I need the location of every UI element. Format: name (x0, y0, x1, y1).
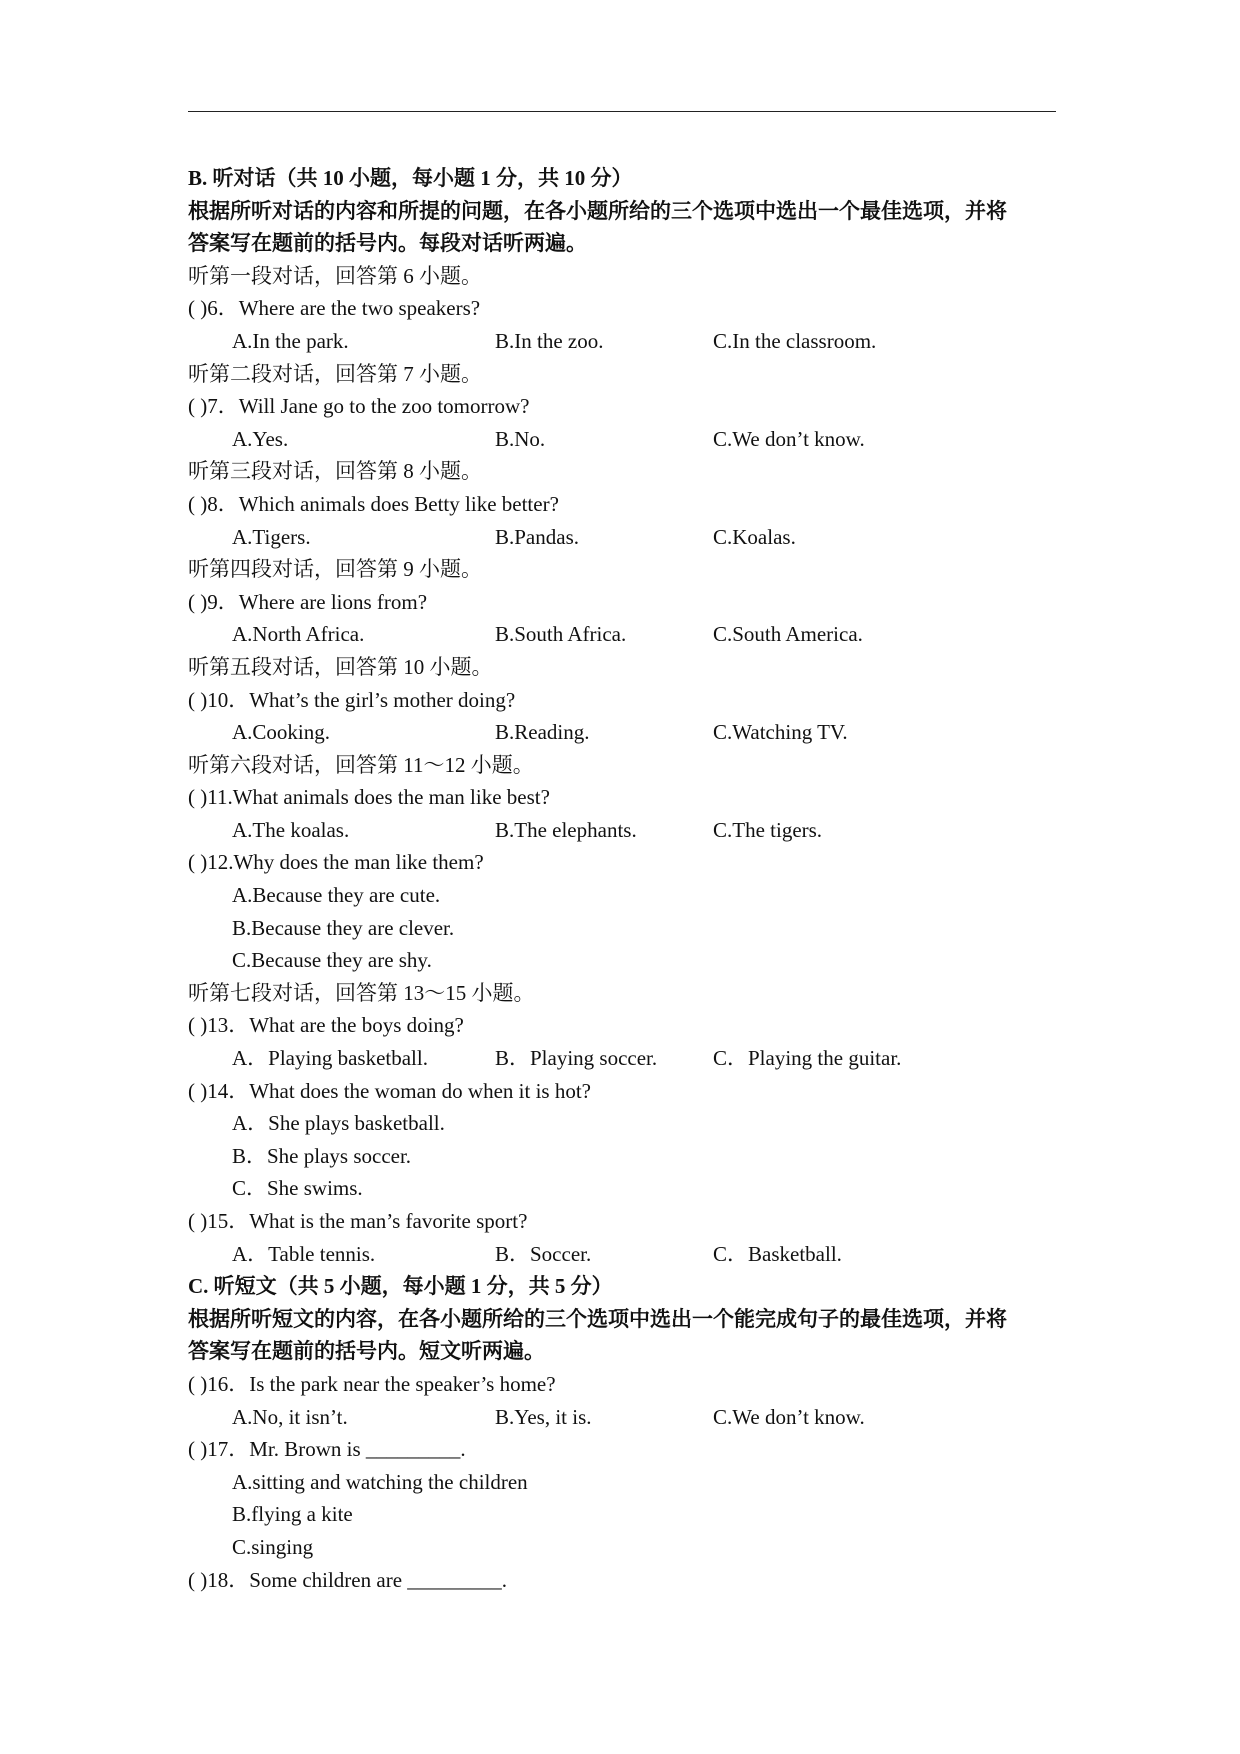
option-b: B.Pandas. (495, 524, 579, 549)
header-rule (188, 111, 1056, 112)
section-b-title: B. 听对话（共 10 小题，每小题 1 分，共 10 分） (188, 166, 633, 190)
options-row-8 (188, 521, 1056, 554)
option-b: B.Because they are clever. (232, 915, 455, 940)
option-c: C．She swims. (232, 1176, 363, 1201)
exam-page-content (188, 162, 1056, 1596)
question-15: ( )15．What is the man’s favorite sport? (188, 1209, 528, 1233)
option-b: B．Playing soccer. (495, 1046, 658, 1071)
option-b: B.In the zoo. (495, 328, 604, 353)
options-row-10 (188, 716, 1056, 749)
option-a: A.No, it isn’t. (232, 1404, 348, 1429)
option-c: C.Because they are shy. (232, 948, 432, 973)
question-11: ( )11.What animals does the man like best? (188, 785, 550, 810)
option-a: A.sitting and watching the children (232, 1469, 528, 1494)
option-c: C.We don’t know. (713, 1404, 865, 1429)
option-c: C.Watching TV. (713, 720, 848, 745)
question-17: ( )17．Mr. Brown is _________. (188, 1437, 466, 1462)
dialogue-prompt-3: 听第三段对话，回答第 8 小题。 (188, 459, 482, 484)
section-c-title: C. 听短文（共 5 小题，每小题 1 分，共 5 分） (188, 1274, 613, 1299)
option-c: C．Basketball. (713, 1241, 842, 1266)
dialogue-prompt-7: 听第七段对话，回答第 13～15 小题。 (188, 980, 535, 1005)
section-b-instruction: 根据所听对话的内容和所提的问题，在各小题所给的三个选项中选出一个最佳选项，并将 (188, 198, 1007, 223)
option-a: A.The koalas. (232, 817, 350, 842)
option-a: A.In the park. (232, 328, 349, 353)
option-a: A.North Africa. (232, 622, 365, 647)
question-12: ( )12.Why does the man like them? (188, 850, 484, 875)
options-row-16 (188, 1401, 1056, 1434)
dialogue-prompt-4: 听第四段对话，回答第 9 小题。 (188, 557, 482, 582)
option-c: C.Koalas. (713, 524, 796, 549)
option-a: A.Tigers. (232, 524, 311, 549)
option-a: A.Cooking. (232, 720, 331, 745)
option-a: A.Because they are cute. (232, 883, 441, 908)
dialogue-prompt-6: 听第六段对话，回答第 11～12 小题。 (188, 752, 534, 777)
question-18: ( )18．Some children are _________. (188, 1567, 508, 1592)
question-13: ( )13．What are the boys doing? (188, 1013, 464, 1038)
option-c: C.In the classroom. (713, 328, 877, 353)
question-8: ( )8．Which animals does Betty like better? (188, 491, 559, 516)
option-c: C．Playing the guitar. (713, 1046, 902, 1071)
dialogue-prompt-2: 听第二段对话，回答第 7 小题。 (188, 361, 482, 386)
option-b: B.South Africa. (495, 622, 627, 647)
options-row-13 (188, 1042, 1056, 1075)
option-c: C.The tigers. (713, 817, 823, 842)
section-b-instruction-cont: 答案写在题前的括号内。每段对话听两遍。 (188, 231, 587, 256)
option-b: B．Soccer. (495, 1241, 592, 1266)
option-b: B.The elephants. (495, 817, 637, 842)
option-b: B.flying a kite (232, 1502, 353, 1527)
options-row-7 (188, 423, 1056, 456)
options-row-9 (188, 618, 1056, 651)
dialogue-prompt-5: 听第五段对话，回答第 10 小题。 (188, 654, 493, 679)
question-9: ( )9．Where are lions from? (188, 589, 428, 614)
option-c: C.South America. (713, 622, 863, 647)
section-c-instruction-cont: 答案写在题前的括号内。短文听两遍。 (188, 1339, 545, 1364)
question-6: ( )6．Where are the two speakers? (188, 296, 481, 321)
option-c: C.singing (232, 1534, 314, 1559)
option-a: A．Playing basketball. (232, 1046, 428, 1071)
option-b: B．She plays soccer. (232, 1143, 412, 1168)
option-c: C.We don’t know. (713, 426, 865, 451)
question-10: ( )10．What’s the girl’s mother doing? (188, 687, 516, 712)
options-row-15 (188, 1238, 1056, 1271)
question-16: ( )16．Is the park near the speaker’s home? (188, 1371, 556, 1396)
section-c-instruction: 根据所听短文的内容，在各小题所给的三个选项中选出一个能完成句子的最佳选项，并将 (188, 1306, 1007, 1331)
option-a: A.Yes. (232, 426, 289, 451)
option-a: A．She plays basketball. (232, 1111, 445, 1136)
options-row-11 (188, 814, 1056, 847)
option-a: A．Table tennis. (232, 1241, 376, 1266)
dialogue-prompt-1: 听第一段对话，回答第 6 小题。 (188, 263, 482, 288)
option-b: B.Reading. (495, 720, 590, 745)
question-7: ( )7．Will Jane go to the zoo tomorrow? (188, 394, 530, 419)
question-14: ( )14．What does the woman do when it is hot? (188, 1078, 591, 1103)
option-b: B.No. (495, 426, 546, 451)
options-row-6 (188, 325, 1056, 358)
option-b: B.Yes, it is. (495, 1404, 592, 1429)
